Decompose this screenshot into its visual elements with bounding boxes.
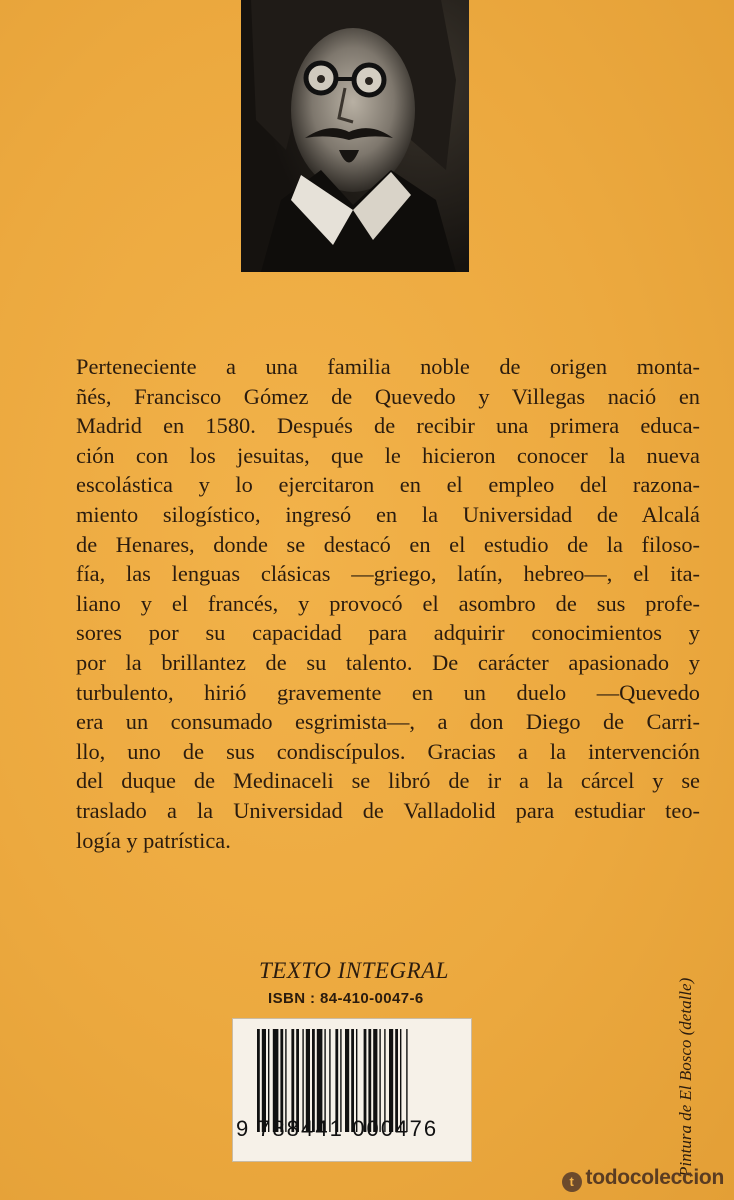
blurb-line: traslado a la Universidad de Valladolid para estudiar teo- xyxy=(76,797,700,823)
blurb-line: liano y el francés, y provocó el asombro de sus profe- xyxy=(76,590,700,616)
isbn-label: ISBN : 84-410-0047-6 xyxy=(268,990,424,1007)
watermark-text: todocoleccion xyxy=(585,1166,724,1189)
blurb-line: ñés, Francisco Gómez de Quevedo y Villegas nació en xyxy=(76,383,700,409)
portrait-drawing xyxy=(241,0,469,272)
barcode-digits: 788441 000476 xyxy=(258,1116,439,1141)
blurb-line: por la brillantez de su talento. De carácter apasionado y xyxy=(76,649,700,675)
blurb-line: escolástica y lo ejercitaron en el empleo del razona- xyxy=(76,472,700,498)
blurb-line: fía, las lenguas clásicas —griego, latín, hebreo—, el ita- xyxy=(76,561,700,587)
edition-label: TEXTO INTEGRAL xyxy=(259,958,449,983)
blurb-line: logía y patrística. xyxy=(76,827,231,853)
blurb-line: del duque de Medinaceli se libró de ir a la cárcel y se xyxy=(76,768,700,794)
blurb-line: ción con los jesuitas, que le hicieron conocer la nueva xyxy=(76,442,700,468)
portrait-image xyxy=(241,0,469,272)
biography-blurb xyxy=(76,352,700,855)
watermark xyxy=(562,1166,724,1192)
blurb-line: Perteneciente a una familia noble de origen monta- xyxy=(76,354,700,379)
blurb-line: era un consumado esgrimista—, a don Diego de Carri- xyxy=(76,709,700,735)
watermark-logo-icon: t xyxy=(562,1172,582,1192)
barcode-lead-digit: 9 xyxy=(236,1116,249,1141)
painting-credit: Pintura de El Bosco (detalle) xyxy=(676,977,695,1177)
blurb-line: Madrid en 1580. Después de recibir una primera educa- xyxy=(76,413,700,439)
blurb-line: de Henares, donde se destacó en el estudio de la filoso- xyxy=(76,531,700,557)
blurb-line: llo, uno de sus condiscípulos. Gracias a la intervención xyxy=(76,738,700,764)
blurb-line: turbulento, hirió gravemente en un duelo —Quevedo xyxy=(76,679,700,705)
blurb-line: sores por su capacidad para adquirir conocimientos y xyxy=(76,620,700,646)
blurb-line: miento silogístico, ingresó en la Universidad de Alcalá xyxy=(76,501,700,527)
